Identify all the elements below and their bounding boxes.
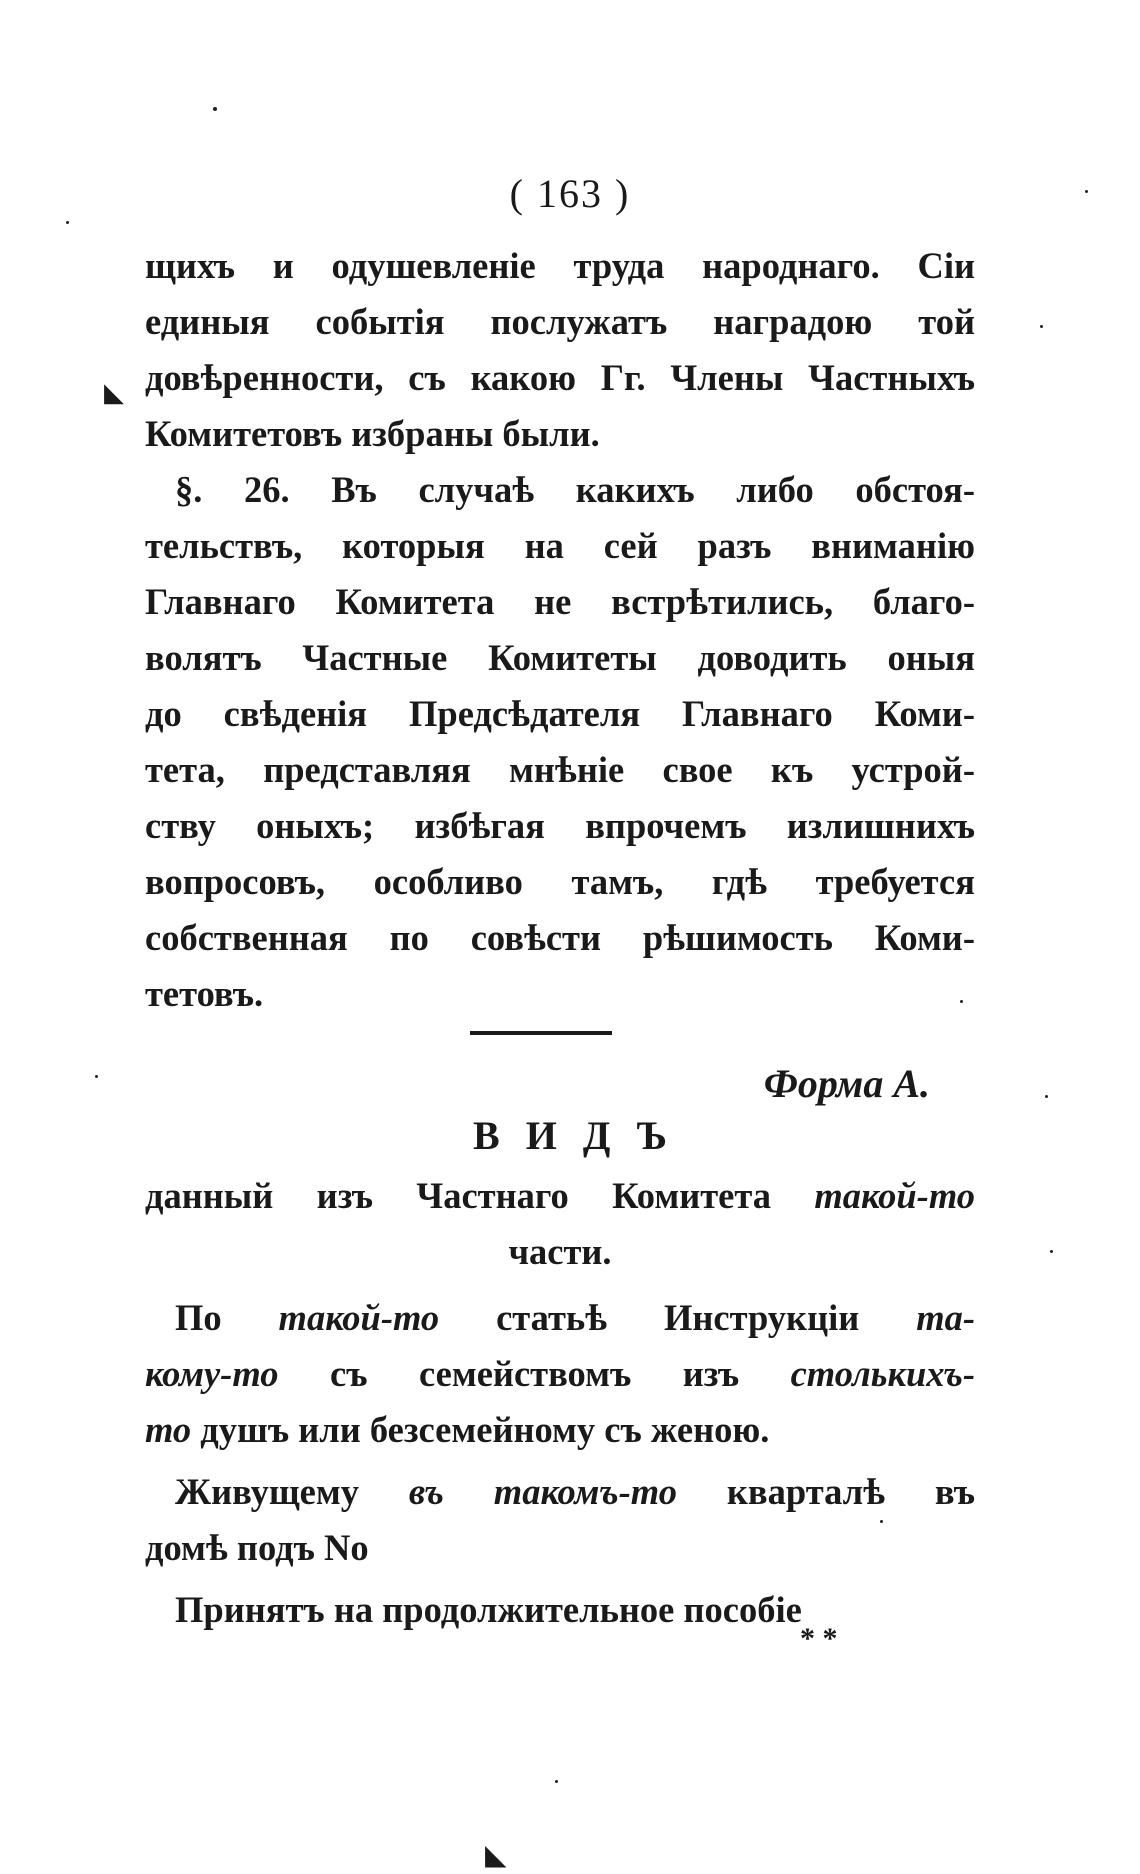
text-run: По xyxy=(175,1297,279,1338)
text-line: ству оныхъ; избѣгая впрочемъ излишнихъ xyxy=(145,805,975,846)
form-body xyxy=(145,1168,975,1638)
text-line: единыя событія послужатъ наградою той xyxy=(145,301,975,342)
form-para3-line: Принятъ на продолжительное пособіе xyxy=(175,1589,802,1630)
page-number: ( 163 ) xyxy=(509,171,631,216)
text-line: тельствъ, которыя на сей разъ вниманію xyxy=(145,525,975,566)
form-subtitle-text: данный изъ Частнаго Комитета xyxy=(145,1175,815,1216)
scan-speck xyxy=(213,107,217,111)
text-line: Комитетовъ избраны были. xyxy=(145,413,600,454)
margin-mark-icon: ◣ xyxy=(104,378,124,407)
scan-speck xyxy=(1085,190,1088,193)
text-line: тетовъ. xyxy=(145,973,264,1014)
text-line: до свѣденія Предсѣдателя Главнаго Коми- xyxy=(145,693,975,734)
form-para2-line1 xyxy=(145,1464,975,1520)
scan-speck xyxy=(66,221,69,224)
scan-speck xyxy=(555,1780,558,1783)
margin-mark-icon: ◣ xyxy=(485,1840,507,1871)
text-run: Живущему xyxy=(175,1471,409,1512)
scan-speck xyxy=(1040,325,1043,328)
form-title: ВИДЪ xyxy=(473,1113,693,1158)
text-run: статьѣ Инструкціи xyxy=(439,1297,917,1338)
text-line: тета, представляя мнѣніе свое къ устрой- xyxy=(145,749,975,790)
form-para2-line2: домѣ подъ No xyxy=(145,1527,369,1568)
scan-speck xyxy=(960,1000,963,1003)
italic-run: столькихъ- xyxy=(790,1353,975,1394)
scan-speck xyxy=(95,1075,98,1078)
form-para1-line1 xyxy=(145,1290,975,1346)
form-subtitle-line2: части. xyxy=(508,1231,612,1272)
form-subtitle-line xyxy=(145,1168,975,1224)
text-line: щихъ и одушевленіе труда народнаго. Сіи xyxy=(145,245,975,286)
paragraph-continuation xyxy=(145,238,975,462)
scan-speck xyxy=(1050,1250,1053,1253)
scan-speck xyxy=(880,1520,883,1523)
scan-speck xyxy=(1045,1095,1048,1098)
text-line: вопросовъ, особливо тамъ, гдѣ требуется xyxy=(145,861,975,902)
text-run: съ семействомъ изъ xyxy=(278,1353,791,1394)
section-divider xyxy=(470,1031,612,1035)
text-run: душъ или безсемейному съ женою. xyxy=(191,1409,770,1450)
footnote-mark: * * xyxy=(800,1622,838,1655)
form-label: Форма А. xyxy=(763,1061,930,1106)
italic-run: кому-то xyxy=(145,1353,279,1394)
italic-run: въ такомъ-то xyxy=(408,1471,677,1512)
text-line: собственная по совѣсти рѣшимость Коми- xyxy=(145,917,975,958)
text-line: Главнаго Комитета не встрѣтились, благо- xyxy=(145,581,975,622)
italic-run: то xyxy=(145,1409,192,1450)
form-para1-line3 xyxy=(145,1402,975,1458)
italic-run: такой-то xyxy=(278,1297,440,1338)
paragraph-section-26 xyxy=(145,462,975,1022)
text-line: волятъ Частные Комитеты доводить оныя xyxy=(145,637,975,678)
italic-run: та- xyxy=(916,1297,975,1338)
text-line: §. 26. Въ случаѣ какихъ либо обстоя- xyxy=(175,469,975,510)
form-para1-line2 xyxy=(145,1346,975,1402)
text-line: довѣренности, съ какою Гг. Члены Частныхъ xyxy=(145,357,975,398)
text-run: кварталѣ въ xyxy=(676,1471,975,1512)
form-subtitle-italic: такой-то xyxy=(814,1175,975,1216)
